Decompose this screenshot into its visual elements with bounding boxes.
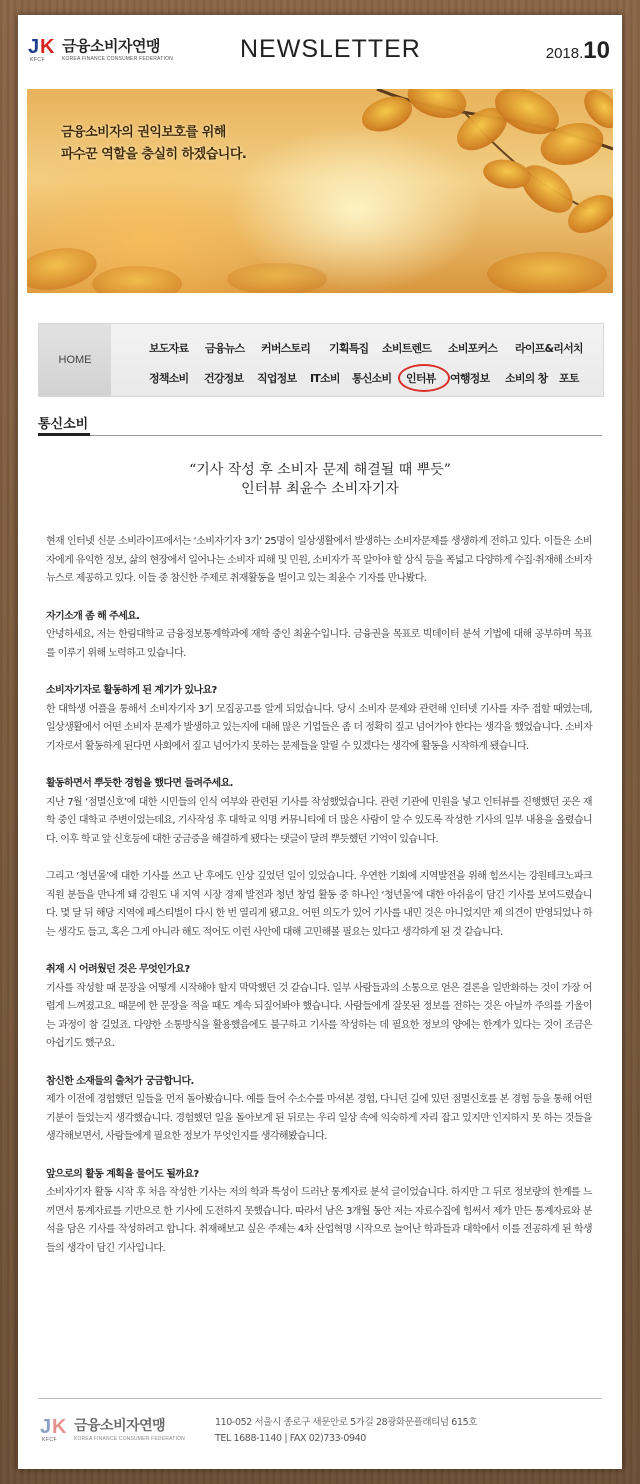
nav-item-it[interactable]: IT소비 — [310, 372, 340, 385]
section-title-underline — [38, 433, 90, 436]
newsletter-title: NEWSLETTER — [240, 35, 421, 63]
section-title: 통신소비 — [38, 417, 89, 432]
org-name: 금융소비자연맹 — [62, 37, 160, 55]
newsletter-header — [18, 15, 622, 85]
answer-3-part-1: 지난 7월 ‘점멸신호’에 대한 시민들의 인식 여부와 관련된 기사를 작성했었습니다. 관련 기관에 민원을 넣고 인터뷰를 진행했던 곳은 재학 중인 대학교 주변이었는데요, 기사작성 후 대학교 익명 커뮤니티에 더 많은 사람이 알 수 있도록 작성한 기사의 일부 내용을 올렸습니다. 이후 학교 앞 신호등에 대한 궁금증을 해결하게 됐다는 댓글이 달려 뿌듯했던 기억이 있습니다. — [46, 796, 592, 845]
nav-item-telecom[interactable]: 통신소비 — [352, 372, 392, 385]
hero-banner — [27, 89, 613, 293]
question-4: 취재 시 어려웠던 것은 무엇인가요? — [46, 964, 190, 975]
nav-item-life-research[interactable]: 라이프&리서치 — [515, 342, 583, 355]
nav-item-press-release[interactable]: 보도자료 — [149, 342, 189, 355]
article-headline — [18, 461, 622, 499]
nav-item-policy[interactable]: 정책소비 — [149, 372, 189, 385]
article-body — [46, 533, 592, 1258]
nav-item-health[interactable]: 건강정보 — [204, 372, 244, 385]
footer-logo-mark: J K KFCF — [40, 1416, 67, 1443]
footer-divider — [38, 1398, 602, 1399]
footer-contact-info — [215, 1415, 477, 1447]
nav-item-career[interactable]: 직업정보 — [257, 372, 297, 385]
issue-year: 2018. — [545, 45, 584, 62]
issue-date — [546, 37, 610, 65]
article-intro: 현재 인터넷 신문 소비라이프에서는 ‘소비자기자 3기’ 25명이 일상생활에서 발생하는 소비자문제를 생생하게 전하고 있다. 이들은 소비자에게 유익한 정보, 삶의 현장에서 일어나는 소비자 피해 및 민원, 소비자가 꼭 알아야 할 상식 등을 폭넓고 다양하게 수집·취재해 소비자뉴스로 제공하고 있다. 이들 중 참신한 주제로 취재활동을 벌이고 있는 최윤수 기자를 만나봤다. — [46, 536, 592, 584]
nav-item-photo[interactable]: 포토 — [559, 372, 579, 385]
hero-slogan — [61, 122, 246, 166]
footer-phone-fax: TEL 1688-1140 | FAX 02)733-0940 — [215, 1433, 366, 1444]
footer-address: 110-052 서울시 종로구 새문안로 5가길 28광화문플래티넘 615호 — [215, 1417, 478, 1428]
headline-subtitle: 인터뷰 최윤수 소비자기자 — [241, 481, 399, 497]
hero-slogan-line2: 파수꾼 역할을 충실히 하겠습니다. — [61, 147, 247, 162]
section-divider — [38, 435, 602, 436]
footer-logo[interactable] — [40, 1417, 185, 1443]
category-nav — [38, 323, 604, 397]
newsletter-sheet — [18, 15, 622, 1469]
question-3: 활동하면서 뿌듯한 경험을 했다면 들려주세요. — [46, 778, 233, 789]
answer-3-part-2: 그리고 ‘청년몰’에 대한 기사를 쓰고 난 후에도 인상 깊었던 일이 있었습니다. 우연한 기회에 지역발전을 위해 힘쓰시는 강원테크노파크 직원 분들을 만나게 돼 강원도 내 지역 시장 경제 발전과 청년 창업 활동 중 하나인 ‘청년몰’에 대한 아쉬움이 담긴 기사를 보여드렸습니다. 몇 달 뒤 해당 지역에 페스티벌이 다시 한 번 열리게 됐고요. 어떤 의도가 있어 기사를 내민 것은 아니었지만 제 의견이 반영되었나 하는 생각도 들고, 혹은 그게 아니라 해도 적어도 이런 사안에 대해 고민해볼 필요는 있다고 생각하게 된 것 같습니다. — [46, 871, 592, 938]
nav-item-consumer-window[interactable]: 소비의 창 — [505, 372, 548, 385]
footer-org-name: 금융소비자연맹 — [74, 1418, 166, 1434]
answer-6: 소비자기자 활동 시작 후 처음 작성한 기사는 저의 학과 특성이 드러난 통계자료 분석 글이었습니다. 하지만 그 뒤로 정보량의 한계를 느끼면서 통계자료를 기반으로 한 기사에 도전하지 못했습니다. 따라서 남은 3개월 동안 저는 자료수집에 힘써서 제가 만든 통계자료와 분석을 담은 기사를 작성하려고 합니다. 취재해보고 싶은 주제는 4차 산업혁명 시작으로 늘어난 학과들과 대학에서 이를 전공하게 된 학생들의 생각이 담긴 기사입니다. — [46, 1187, 592, 1254]
footer-org-name-en: KOREA FINANCE CONSUMER FEDERATION — [74, 1436, 185, 1442]
nav-item-special-feature[interactable]: 기획특집 — [329, 342, 369, 355]
autumn-leaves-illustration — [27, 89, 613, 293]
org-logo[interactable] — [28, 37, 173, 63]
question-6: 앞으로의 활동 계획을 물어도 될까요? — [46, 1168, 199, 1180]
question-5: 참신한 소재들의 출처가 궁금합니다. — [46, 1075, 194, 1087]
hero-slogan-line1: 금융소비자의 권익보호를 위해 — [61, 125, 226, 140]
logo-mark-caption: KFCF — [30, 57, 46, 63]
headline-quote: “기사 작성 후 소비자 문제 해결될 때 뿌듯” — [189, 462, 451, 478]
nav-item-interview[interactable]: 인터뷰 — [406, 372, 436, 385]
answer-1: 안녕하세요, 저는 한림대학교 금융정보통계학과에 재학 중인 최윤수입니다. 금융권을 목표로 빅데이터 분석 기법에 대해 공부하며 목표를 이루기 위해 노력하고 있습니다. — [46, 629, 592, 659]
answer-4: 기사를 작성할 때 문장을 어떻게 시작해야 할지 막막했던 것 같습니다. 일부 사람들과의 소통으로 얻은 결론을 일반화하는 것이 가장 어렵게 느껴졌고요. 때문에 한 문장을 적을 때도 계속 되짚어봐야 했습니다. 사람들에게 잘못된 정보를 전하는 것은 아닐까 주의를 기울이는 과정이 참 길었죠. 다양한 소통방식을 활용했음에도 불구하고 기사를 작성하는 데 필요한 정보의 양에는 한계가 있다는 것이 조금은 아쉽기도 했구요. — [46, 982, 592, 1049]
org-logo-mark: J K KFCF — [28, 36, 55, 63]
nav-item-consumer-trend[interactable]: 소비트렌드 — [382, 342, 432, 355]
org-name-en: KOREA FINANCE CONSUMER FEDERATION — [62, 56, 173, 62]
nav-item-travel[interactable]: 여행정보 — [450, 372, 490, 385]
question-1: 자기소개 좀 해 주세요. — [46, 610, 140, 622]
nav-item-cover-story[interactable]: 커버스토리 — [261, 342, 311, 355]
nav-active-indicator — [398, 364, 450, 392]
question-2: 소비자기자로 활동하게 된 계기가 있나요? — [46, 685, 217, 696]
answer-2: 한 대학생 어플을 통해서 소비자기자 3기 모집공고를 알게 되었습니다. 당시 소비자 문제와 관련해 인터넷 기사를 자주 접할 때였는데, 일상생활에서 어떤 소비자 문제가 발생하고 있는지에 대해 많은 기업들은 좀 더 정확히 짚고 넘어가야 한다는 생각을 했었습니다. 소비자기자로서 활동하게 된다면 사회에서 짚고 넘어가지 못하는 문제들을 알릴 수 있겠다는 생각에 활동을 시작하게 됐습니다. — [46, 703, 592, 752]
answer-5: 제가 이전에 경험했던 일들을 먼저 돌아봤습니다. 예를 들어 수소수를 마셔본 경험, 다니던 길에 있던 점멸신호를 본 경험 등을 통해 어떤 기분이 들었는지 생각했습니다. 경험했던 일을 돌아보게 된 뒤로는 우리 일상 속에 익숙하게 자리 잡고 있지만 인지하지 못 하는 것들을 생각해보면서, 사람들에게 필요한 정보가 무엇인지를 생각해봤습니다. — [46, 1094, 592, 1142]
nav-home-button[interactable]: HOME — [39, 324, 111, 396]
footer-logo-mark-caption: KFCF — [42, 1437, 58, 1443]
nav-item-consumer-focus[interactable]: 소비포커스 — [448, 342, 498, 355]
nav-item-finance-news[interactable]: 금융뉴스 — [205, 342, 245, 355]
issue-month: 10 — [583, 37, 610, 64]
